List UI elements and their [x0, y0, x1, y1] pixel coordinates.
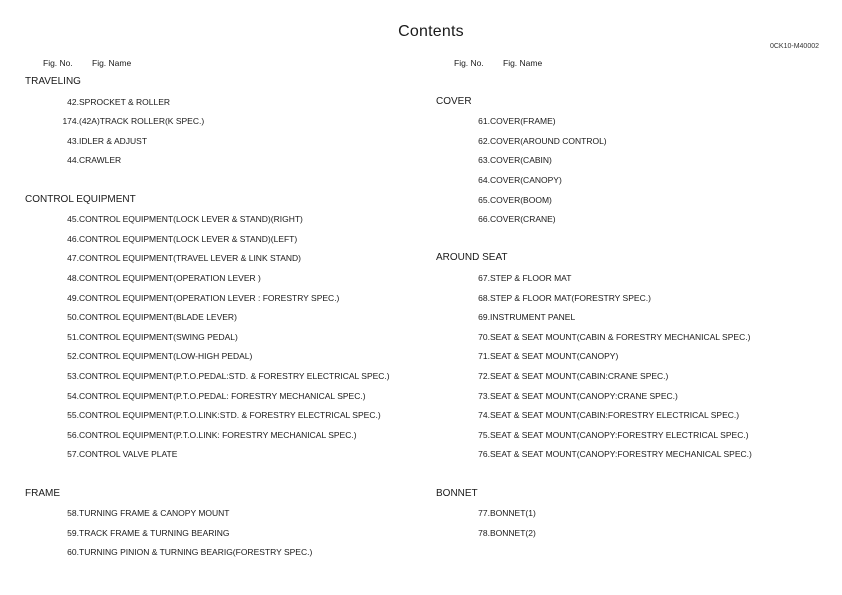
- fig-name: CONTROL EQUIPMENT(BLADE LEVER): [79, 312, 237, 323]
- fig-name: IDLER & ADJUST: [79, 135, 148, 146]
- fig-number: 68.: [478, 292, 490, 303]
- fig-number: 52.: [67, 351, 79, 362]
- section-heading: FRAME: [25, 487, 60, 499]
- fig-name: SEAT & SEAT MOUNT(CABIN & FORESTRY MECHANICAL SPEC.): [490, 331, 751, 342]
- fig-number: 55.: [67, 410, 79, 421]
- fig-name: SEAT & SEAT MOUNT(CANOPY:FORESTRY MECHANICAL SPEC.): [490, 449, 752, 460]
- fig-number: 62.: [478, 135, 490, 146]
- fig-number: 54.: [67, 390, 79, 401]
- fig-number: 42.: [67, 96, 79, 107]
- fig-number: 57.: [67, 449, 79, 460]
- fig-number: 49.: [67, 292, 79, 303]
- fig-number: 59.: [67, 527, 79, 538]
- fig-number: 60.: [67, 547, 79, 558]
- fig-number: 75.: [478, 429, 490, 440]
- fig-name: STEP & FLOOR MAT: [490, 273, 572, 283]
- fig-number: 78.: [478, 527, 490, 538]
- fig-number: 63.: [478, 155, 490, 166]
- fig-name: CONTROL EQUIPMENT(SWING PEDAL): [79, 331, 238, 342]
- fig-name-header: Fig. Name: [503, 58, 543, 68]
- fig-name: BONNET(2): [490, 527, 536, 538]
- fig-number: 43.: [67, 135, 79, 146]
- fig-name: INSTRUMENT PANEL: [490, 312, 576, 323]
- fig-name: SEAT & SEAT MOUNT(CANOPY:FORESTRY ELECTRICAL SPEC.): [490, 429, 749, 440]
- fig-name: CONTROL EQUIPMENT(LOW-HIGH PEDAL): [79, 351, 253, 362]
- fig-number: 69.: [478, 312, 490, 323]
- fig-number: 53.: [67, 371, 79, 381]
- fig-number: 76.: [478, 449, 490, 460]
- section-heading: CONTROL EQUIPMENT: [25, 193, 136, 205]
- fig-name: CONTROL EQUIPMENT(TRAVEL LEVER & LINK STAND): [79, 253, 301, 264]
- fig-name: BONNET(1): [490, 508, 536, 519]
- fig-number: 56.: [67, 429, 79, 440]
- fig-name: SEAT & SEAT MOUNT(CANOPY): [490, 351, 619, 362]
- fig-name: CONTROL EQUIPMENT(OPERATION LEVER ): [79, 273, 261, 283]
- fig-name: COVER(BOOM): [490, 194, 552, 205]
- fig-name-header: Fig. Name: [92, 58, 132, 68]
- fig-number: 50.: [67, 312, 79, 323]
- fig-name: CONTROL EQUIPMENT(LOCK LEVER & STAND)(LEFT): [79, 233, 298, 244]
- fig-name: SPROCKET & ROLLER: [79, 96, 171, 107]
- fig-number: 48.: [67, 273, 79, 283]
- page-title: Contents: [398, 23, 464, 40]
- fig-name: CONTROL EQUIPMENT(P.T.O.LINK: FORESTRY MECHANICAL SPEC.): [79, 429, 357, 440]
- fig-number: 61.: [478, 116, 490, 127]
- fig-number: 46.: [67, 233, 79, 244]
- fig-name: SEAT & SEAT MOUNT(CANOPY:CRANE SPEC.): [490, 390, 678, 401]
- section-heading: AROUND SEAT: [436, 252, 508, 264]
- fig-name: STEP & FLOOR MAT(FORESTRY SPEC.): [490, 292, 651, 303]
- fig-name: (42A)TRACK ROLLER(K SPEC.): [79, 116, 205, 127]
- fig-name: COVER(AROUND CONTROL): [490, 135, 607, 146]
- fig-name: CONTROL EQUIPMENT(P.T.O.PEDAL:STD. & FORESTRY ELECTRICAL SPEC.): [79, 371, 390, 381]
- fig-name: CONTROL EQUIPMENT(OPERATION LEVER : FORESTRY SPEC.): [79, 292, 340, 303]
- fig-number: 44.: [67, 155, 79, 166]
- fig-no-header: Fig. No.: [43, 58, 73, 68]
- fig-name: COVER(CRANE): [490, 214, 556, 225]
- fig-number: 45.: [67, 214, 79, 225]
- document-id: 0CK10-M40002: [769, 43, 819, 50]
- fig-number: 72.: [478, 371, 490, 381]
- fig-name: CRAWLER: [79, 155, 122, 166]
- fig-name: SEAT & SEAT MOUNT(CABIN:CRANE SPEC.): [490, 371, 669, 381]
- section-heading: TRAVELING: [25, 76, 81, 87]
- fig-no-header: Fig. No.: [454, 58, 484, 68]
- fig-number: 67.: [478, 273, 490, 283]
- fig-name: TURNING PINION & TURNING BEARIG(FORESTRY SPEC.): [79, 547, 313, 558]
- fig-name: CONTROL EQUIPMENT(LOCK LEVER & STAND)(RIGHT): [79, 214, 303, 225]
- fig-number: 58.: [67, 508, 79, 519]
- fig-number: 66.: [478, 214, 490, 225]
- fig-name: COVER(CABIN): [490, 155, 552, 166]
- fig-name: COVER(CANOPY): [490, 175, 562, 185]
- fig-number: 70.: [478, 331, 490, 342]
- section-heading: COVER: [436, 95, 472, 107]
- fig-name: SEAT & SEAT MOUNT(CABIN:FORESTRY ELECTRICAL SPEC.): [490, 410, 740, 421]
- fig-number: 47.: [67, 253, 79, 264]
- fig-name: COVER(FRAME): [490, 116, 556, 127]
- fig-number: 51.: [67, 331, 79, 342]
- fig-number: 73.: [478, 390, 490, 401]
- fig-name: TURNING FRAME & CANOPY MOUNT: [79, 508, 230, 519]
- fig-name: CONTROL EQUIPMENT(P.T.O.PEDAL: FORESTRY MECHANICAL SPEC.): [79, 390, 366, 401]
- fig-name: TRACK FRAME & TURNING BEARING: [79, 527, 230, 538]
- fig-number: 74.: [478, 410, 490, 421]
- section-heading: BONNET: [436, 487, 478, 499]
- fig-number: 71.: [478, 351, 490, 362]
- fig-name: CONTROL EQUIPMENT(P.T.O.LINK:STD. & FORESTRY ELECTRICAL SPEC.): [79, 410, 381, 421]
- fig-number: 77.: [478, 508, 490, 519]
- fig-number: 65.: [478, 194, 490, 205]
- fig-name: CONTROL VALVE PLATE: [79, 449, 178, 460]
- fig-number: 174.: [62, 116, 79, 127]
- fig-number: 64.: [478, 175, 490, 185]
